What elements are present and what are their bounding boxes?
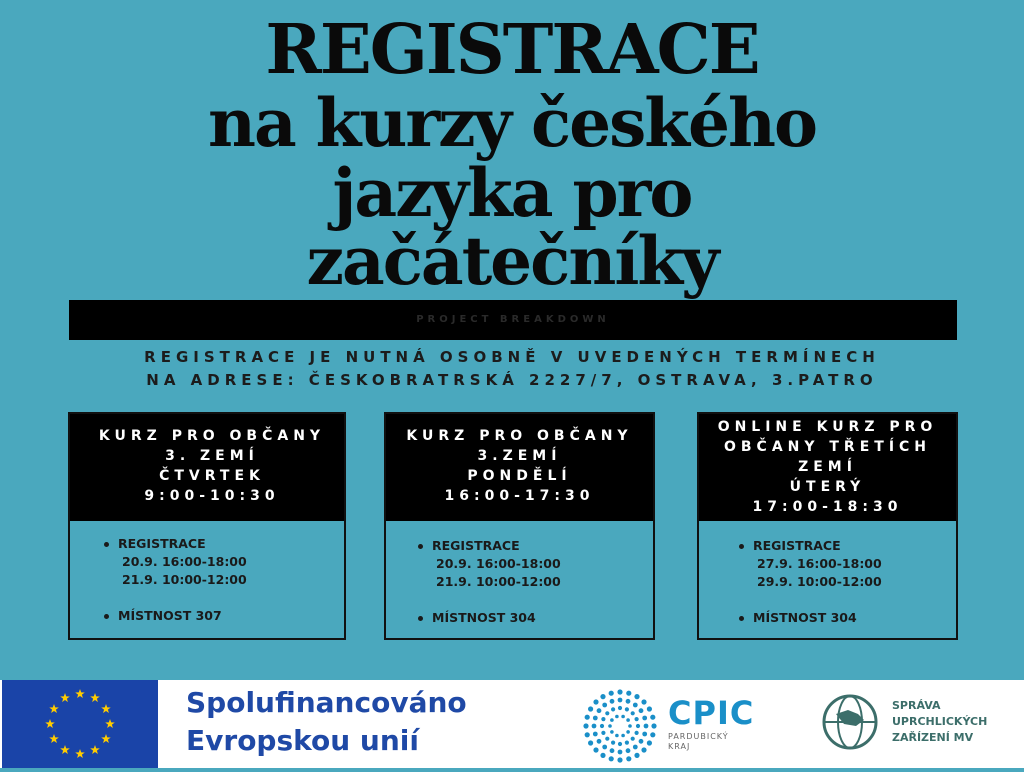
cpic-dot bbox=[610, 730, 614, 734]
registration-date: 20.9. 16:00-18:00 bbox=[122, 554, 247, 569]
course-time: 9:00-10:30 bbox=[144, 488, 280, 504]
cpic-dot bbox=[625, 707, 629, 711]
eu-star bbox=[75, 749, 85, 758]
cpic-dot bbox=[618, 698, 623, 703]
cpic-dot bbox=[609, 691, 614, 696]
cpic-dot bbox=[608, 724, 612, 728]
registration-date: 21.9. 10:00-12:00 bbox=[122, 572, 247, 587]
eu-star bbox=[49, 704, 59, 713]
registration-date: 27.9. 16:00-18:00 bbox=[757, 556, 882, 571]
eu-star bbox=[101, 734, 111, 743]
cpic-dot bbox=[593, 716, 598, 721]
cpic-dot bbox=[626, 730, 630, 734]
cpic-dot bbox=[605, 711, 609, 715]
cpic-dot bbox=[625, 741, 629, 745]
cpic-sub-line-1: PARDUBICKÝ bbox=[668, 732, 729, 741]
cpic-dot bbox=[592, 724, 597, 729]
cpic-dot bbox=[635, 717, 639, 721]
course-card-3 bbox=[697, 412, 958, 640]
cpic-dot bbox=[626, 718, 630, 722]
room-label: MÍSTNOST 307 bbox=[102, 607, 344, 625]
course-target: 3.ZEMÍ bbox=[477, 448, 562, 464]
course-target: ZEMÍ bbox=[798, 459, 857, 475]
cpic-dot bbox=[583, 723, 588, 728]
cpic-dot bbox=[610, 748, 615, 753]
cpic-dot bbox=[626, 699, 631, 704]
cpic-dot bbox=[618, 706, 622, 710]
cpic-dot bbox=[642, 716, 647, 721]
suz-line-3: ZAŘÍZENÍ MV bbox=[892, 731, 974, 744]
registration-date: 29.9. 10:00-12:00 bbox=[757, 574, 882, 589]
cpic-dot bbox=[588, 706, 593, 711]
cpic-dot bbox=[647, 706, 652, 711]
cpic-dot bbox=[647, 740, 652, 745]
cpic-dot bbox=[593, 747, 598, 752]
cpic-dot bbox=[611, 741, 615, 745]
eu-star bbox=[90, 745, 100, 754]
registration-label: REGISTRACE bbox=[737, 537, 956, 555]
cpic-dot bbox=[633, 745, 638, 750]
cpic-dot bbox=[631, 737, 635, 741]
cpic-dot bbox=[615, 734, 619, 738]
course-card-1 bbox=[68, 412, 346, 640]
cpic-dot bbox=[631, 711, 635, 715]
cpic-logo-text: CPIC bbox=[668, 694, 755, 732]
cpic-dot bbox=[635, 731, 639, 735]
cpic-dot bbox=[617, 689, 622, 694]
cpic-dot bbox=[636, 724, 640, 728]
cpic-dots-icon bbox=[580, 688, 660, 768]
course-day: PONDĚLÍ bbox=[467, 468, 572, 484]
course-card-header bbox=[386, 414, 653, 521]
cpic-dot bbox=[617, 757, 622, 762]
cpic-dot bbox=[615, 715, 619, 719]
cpic-dot bbox=[621, 734, 625, 738]
cpic-dot bbox=[626, 748, 631, 753]
cpic-sub-line-2: KRAJ bbox=[668, 742, 691, 751]
cpic-dot bbox=[602, 745, 607, 750]
cpic-dot bbox=[634, 694, 639, 699]
globe-icon bbox=[818, 690, 882, 758]
title-line-3: jazyka pro bbox=[332, 154, 692, 232]
cpic-dot bbox=[634, 753, 639, 758]
suz-line-2: UPRCHLICKÝCH bbox=[892, 715, 988, 728]
cpic-dot bbox=[601, 717, 605, 721]
cpic-dot bbox=[641, 699, 646, 704]
cpic-dot bbox=[626, 756, 631, 761]
course-card-header bbox=[699, 414, 956, 521]
eu-star bbox=[49, 734, 59, 743]
cpic-dot bbox=[639, 708, 644, 713]
eu-star bbox=[60, 745, 70, 754]
course-title-cont: OBČANY TŘETÍCH bbox=[723, 439, 932, 455]
cpic-dot bbox=[585, 715, 590, 720]
cpic-dot bbox=[651, 723, 656, 728]
course-title: KURZ PRO OBČANY bbox=[406, 428, 633, 444]
registration-note: REGISTRACE JE NUTNÁ OSOBNĚ V UVEDENÝCH TERMÍNECH NA ADRESE: ČESKOBRATRSKÁ 2227/7, OSTRAVA, 3.PATRO bbox=[144, 348, 880, 389]
course-card-body bbox=[699, 521, 956, 627]
eu-star bbox=[60, 693, 70, 702]
eu-star bbox=[75, 689, 85, 698]
title-line-1: REGISTRACE bbox=[265, 10, 759, 90]
registration-date: 21.9. 10:00-12:00 bbox=[436, 574, 561, 589]
cpic-dot bbox=[588, 740, 593, 745]
eu-star bbox=[90, 693, 100, 702]
cpic-dot bbox=[593, 699, 598, 704]
eu-cofinanced-text bbox=[186, 684, 467, 760]
cpic-dot bbox=[633, 703, 638, 708]
cpic-dot bbox=[642, 732, 647, 737]
project-bar bbox=[69, 300, 957, 340]
eu-text-line-1: Spolufinancováno bbox=[186, 686, 467, 719]
cpic-dot bbox=[650, 732, 655, 737]
footer-logos bbox=[0, 680, 1024, 768]
cpic-dot bbox=[610, 699, 615, 704]
registration-date: 20.9. 16:00-18:00 bbox=[436, 556, 561, 571]
title-line-2: na kurzy českého bbox=[207, 84, 817, 162]
cpic-dot bbox=[597, 739, 602, 744]
course-time: 16:00-17:30 bbox=[444, 488, 595, 504]
cpic-dot bbox=[609, 756, 614, 761]
course-day: ÚTERÝ bbox=[789, 479, 866, 495]
cpic-dot bbox=[602, 703, 607, 708]
eu-star bbox=[101, 704, 111, 713]
cpic-dot bbox=[644, 724, 649, 729]
course-title: KURZ PRO OBČANY bbox=[98, 428, 326, 444]
course-title: ONLINE KURZ PRO bbox=[717, 419, 938, 435]
eu-star bbox=[45, 719, 55, 728]
course-card-2 bbox=[384, 412, 655, 640]
suz-logo-text bbox=[892, 698, 987, 746]
cpic-dot bbox=[610, 718, 614, 722]
cpic-dot bbox=[618, 750, 623, 755]
course-card-header bbox=[70, 414, 344, 521]
cpic-dot bbox=[600, 724, 604, 728]
eu-text-line-2: Evropskou unií bbox=[186, 724, 419, 757]
eu-star bbox=[105, 719, 115, 728]
cpic-dot bbox=[611, 707, 615, 711]
cpic-subtitle bbox=[668, 732, 729, 752]
cpic-dot bbox=[593, 732, 598, 737]
cpic-dot bbox=[650, 715, 655, 720]
cpic-dot bbox=[600, 694, 605, 699]
course-target: 3. ZEMÍ bbox=[165, 448, 259, 464]
course-time: 17:00-18:30 bbox=[752, 499, 903, 515]
room-label: MÍSTNOST 304 bbox=[737, 609, 956, 627]
cpic-dot bbox=[585, 732, 590, 737]
course-card-body bbox=[70, 521, 344, 625]
cpic-dot bbox=[601, 731, 605, 735]
cpic-dot bbox=[618, 742, 622, 746]
registration-label: REGISTRACE bbox=[102, 535, 344, 553]
cpic-dot bbox=[621, 715, 625, 719]
cpic-dot bbox=[641, 747, 646, 752]
registration-label: REGISTRACE bbox=[416, 537, 653, 555]
eu-flag-icon bbox=[2, 680, 158, 768]
cpic-dot bbox=[597, 708, 602, 713]
cpic-dot bbox=[605, 737, 609, 741]
suz-line-1: SPRÁVA bbox=[892, 699, 941, 712]
room-label: MÍSTNOST 304 bbox=[416, 609, 653, 627]
course-card-body bbox=[386, 521, 653, 627]
cpic-dot bbox=[600, 753, 605, 758]
cpic-dot bbox=[626, 691, 631, 696]
cpic-dot bbox=[639, 739, 644, 744]
cpic-dot bbox=[628, 724, 632, 728]
project-bar-label: PROJECT BREAKDOWN bbox=[416, 314, 610, 325]
title-line-4: začátečníky bbox=[306, 222, 718, 300]
course-day: ČTVRTEK bbox=[159, 468, 265, 484]
